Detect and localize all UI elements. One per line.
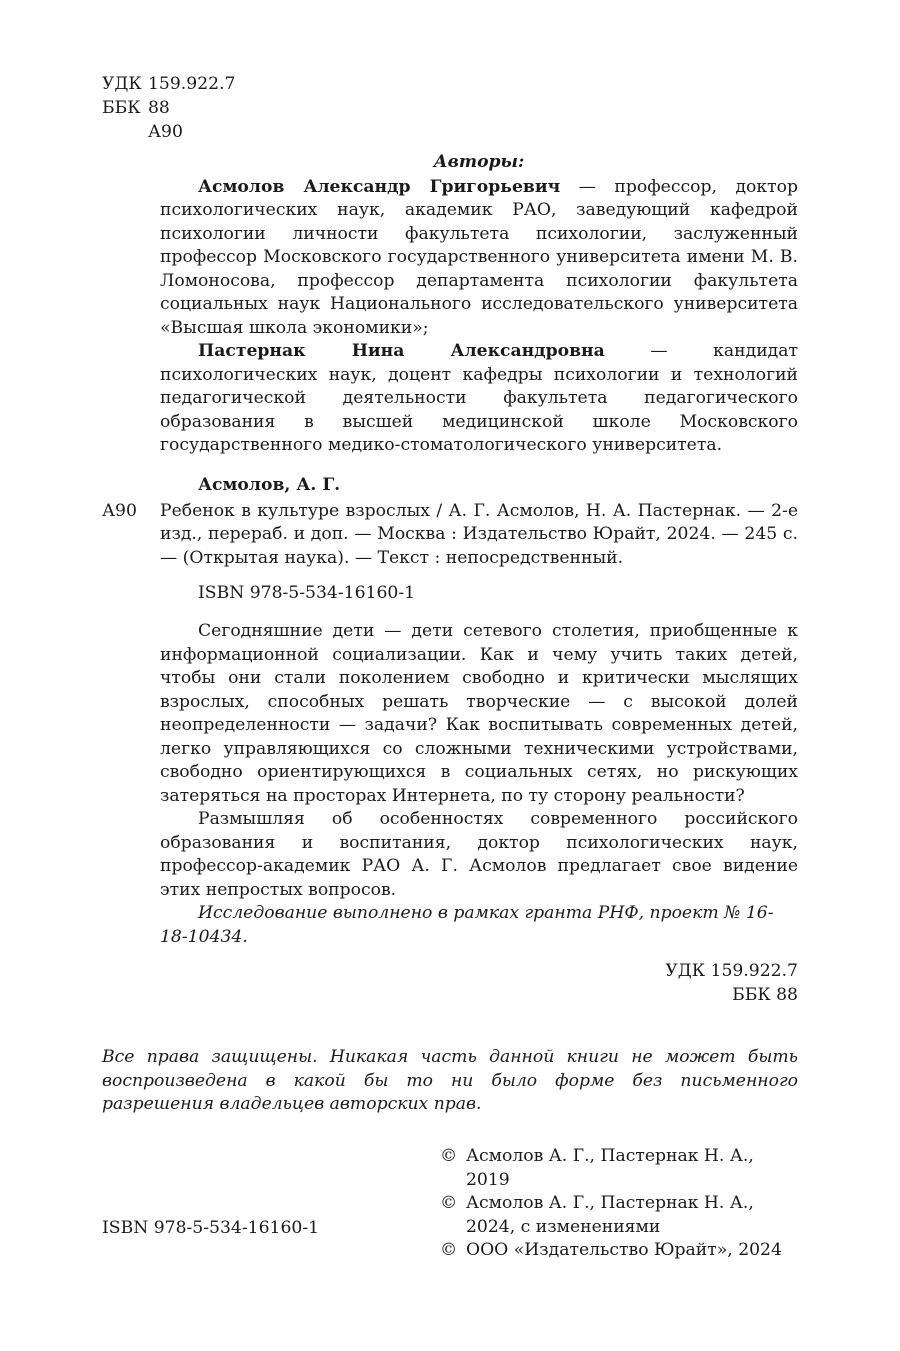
annotation-paragraph-2: Размышляя об особенностях современного российского образования и воспитания, доктор психологических наук, профессор-академик РАО А. Г. Асмолов предлагает свое видение этих непростых вопросов. [160, 809, 798, 900]
author-entry-1 [160, 176, 798, 341]
author-name-2: Пастернак Нина Александровна [198, 341, 605, 361]
copyright-line [440, 1145, 800, 1192]
author-name-1: Асмолов Александр Григорьевич [198, 176, 561, 197]
udk-label: УДК [102, 74, 142, 94]
bibliography-mark: А90 [102, 501, 137, 521]
bbk-label: ББК [102, 98, 141, 118]
bibliography-isbn: ISBN 978-5-534-16160-1 [198, 583, 416, 603]
annotation [160, 620, 798, 949]
copyright-symbol: © [440, 1240, 458, 1260]
udk-right: УДК 159.922.7 [665, 961, 798, 981]
bibliography-description: Ребенок в культуре взрослых / А. Г. Асмолов, Н. А. Пастернак. — 2-е изд., перераб. и доп. — Москва : Издательство Юрайт, 2024. — 245 с. — (Открытая наука). — Текст : непосредственный. [160, 500, 798, 568]
grant-note: Исследование выполнено в рамках гранта РНФ, проект № 16-18-10434. [160, 903, 774, 947]
author-text-2: — кандидат психологических наук, доцент кафедры психологии и технологий педагогической деятельности факультета педагогического образования в высшей медицинской школе Московского государственного медико-стоматологического университета. [160, 341, 799, 455]
bibliographic-record [160, 474, 798, 606]
copyright-block [440, 1145, 800, 1263]
copyright-line [440, 1239, 800, 1263]
copyright-text: Асмолов А. Г., Пастернак Н. А., 2024, с изменениями [466, 1193, 754, 1237]
udk-line [102, 73, 235, 97]
author-text-1: — профессор, доктор психологических наук, академик РАО, заведующий кафедрой психологии личности факультета психологии, заслуженный профессор Московского государственного университета имени М. В. Ломоносова, профессор департамента психологии факультета социальных наук Национального исследовательского университета «Высшая школа экономики»; [160, 176, 798, 338]
authors-section [160, 151, 798, 458]
classification-right [665, 960, 798, 1008]
copyright-line [440, 1192, 800, 1239]
bbk-line [102, 97, 235, 121]
author-entry-2 [160, 340, 798, 458]
rights-notice: Все права защищены. Никакая часть данной книги не может быть воспроизведена в какой бы то ни было форме без письменного разрешения владельцев авторских прав. [102, 1047, 798, 1114]
copyright-symbol: © [440, 1146, 458, 1166]
copyright-text: ООО «Издательство Юрайт», 2024 [466, 1240, 782, 1260]
author-mark: А90 [148, 122, 183, 142]
copyright-text: Асмолов А. Г., Пастернак Н. А., 2019 [466, 1146, 754, 1190]
bbk-value: 88 [148, 98, 170, 118]
footer-isbn: ISBN 978-5-534-16160-1 [102, 1218, 320, 1238]
authors-heading: Авторы: [433, 152, 525, 172]
bbk-right: ББК 88 [732, 985, 798, 1005]
index-codes [102, 73, 235, 145]
udk-value: 159.922.7 [148, 74, 236, 94]
copyright-symbol: © [440, 1193, 458, 1213]
bibliography-author: Асмолов, А. Г. [198, 475, 341, 495]
annotation-paragraph-1: Сегодняшние дети — дети сетевого столетия, приобщенные к информационной социализации. Как и чему учить таких детей, чтобы они стали поколением свободно и критически мыслящих взрослых, способных решать творческие — с высокой долей неопределенности — задачи? Как воспитывать современных детей, легко управляющихся со сложными техническими устройствами, свободно ориентирующихся в социальных сетях, но рискующих затеряться на просторах Интернета, по ту сторону реальности? [160, 621, 798, 806]
